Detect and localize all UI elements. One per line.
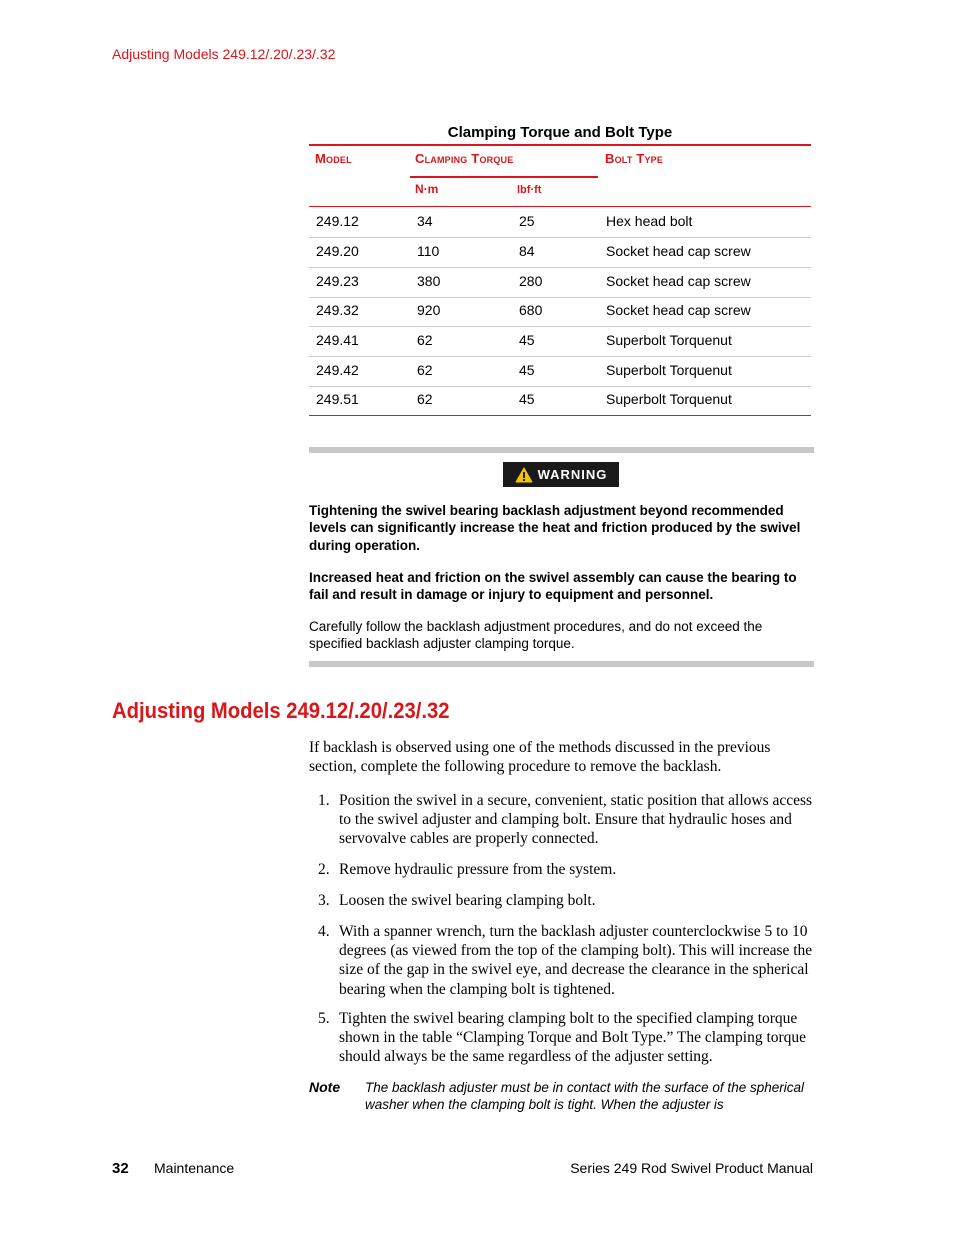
table-row [309,267,811,298]
warning-badge [503,462,619,487]
step-number: 4. [318,923,330,940]
table-row [309,385,811,416]
cell-bolt: Superbolt Torquenut [606,332,732,348]
footer-section-name: Maintenance [154,1160,235,1176]
warning-top-rule [309,447,814,453]
table-top-rule [309,144,811,146]
page-number: 32 [112,1160,129,1177]
cell-bolt: Superbolt Torquenut [606,362,732,378]
cell-lbf: 25 [519,213,535,229]
table-row [309,356,811,387]
cell-model: 249.41 [316,332,359,348]
warning-triangle-icon [515,467,533,483]
header-unit-nm: N·m [415,182,439,196]
torque-group-rule [410,176,598,178]
cell-bolt: Hex head bolt [606,213,693,229]
step-text: Tighten the swivel bearing clamping bolt to the specified clamping torque shown in the table “Clamping Torque and Bolt Type.” The clamping torque should always be the same regardless of the adjuster setting. [339,1010,807,1066]
cell-lbf: 280 [519,273,543,289]
cell-lbf: 45 [519,362,535,378]
warning-paragraph: Tightening the swivel bearing backlash adjustment beyond recommended levels can significantly increase the heat and friction produced by the swivel during operation. [309,503,801,553]
cell-model: 249.23 [316,273,359,289]
step-text: With a spanner wrench, turn the backlash adjuster counterclockwise 5 to 10 degrees (as viewed from the top of the clamping bolt). This will increase the size of the gap in the swivel eye, and decrease the clearance in the spherical bearing when the clamping bolt is tightened. [339,923,813,998]
table-row [309,237,811,268]
cell-bolt: Superbolt Torquenut [606,391,732,407]
warning-bottom-rule [309,661,814,667]
header-unit-lbf: lbf·ft [517,184,542,196]
running-header: Adjusting Models 249.12/.20/.23/.32 [112,46,336,62]
cell-nm: 62 [417,362,433,378]
note-label: Note [309,1079,341,1095]
note-text: The backlash adjuster must be in contact with the surface of the spherical washer when the clamping bolt is tight. When the adjuster is [365,1080,804,1113]
cell-nm: 62 [417,391,433,407]
table-row [309,296,811,327]
step-number: 3. [318,892,330,909]
step-number: 1. [318,792,330,809]
cell-bolt: Socket head cap screw [606,273,751,289]
step-number: 2. [318,861,330,878]
footer-manual-title: Series 249 Rod Swivel Product Manual [570,1160,813,1176]
cell-bolt: Socket head cap screw [606,243,751,259]
intro-paragraph: If backlash is observed using one of the methods discussed in the previous section, complete the following procedure to remove the backlash. [309,739,771,776]
cell-nm: 380 [417,273,441,289]
step-text: Position the swivel in a secure, convenient, static position that allows access to the swivel adjuster and clamping bolt. Ensure that hydraulic hoses and servovalve cables are properly connected. [339,792,813,848]
step-number: 5. [318,1010,330,1027]
cell-lbf: 680 [519,302,543,318]
cell-model: 249.51 [316,391,359,407]
cell-model: 249.12 [316,213,359,229]
warning-paragraph: Carefully follow the backlash adjustment procedures, and do not exceed the specified backlash adjuster clamping torque. [309,619,763,652]
cell-bolt: Socket head cap screw [606,302,751,318]
table-caption: Clamping Torque and Bolt Type [447,124,673,141]
warning-paragraph: Increased heat and friction on the swivel assembly can cause the bearing to fail and result in damage or injury to equipment and personnel. [309,570,797,603]
table-row [309,207,811,238]
header-bolt-type: Bolt Type [605,151,664,166]
cell-model: 249.20 [316,243,359,259]
cell-model: 249.42 [316,362,359,378]
cell-lbf: 45 [519,391,535,407]
cell-model: 249.32 [316,302,359,318]
table-row [309,326,811,357]
cell-nm: 110 [417,243,440,259]
header-model: Model [315,151,352,166]
section-title: Adjusting Models 249.12/.20/.23/.32 [112,698,450,723]
cell-lbf: 84 [519,243,535,259]
warning-label: WARNING [537,467,608,482]
cell-nm: 34 [417,213,433,229]
cell-nm: 62 [417,332,433,348]
cell-lbf: 45 [519,332,535,348]
cell-nm: 920 [417,302,441,318]
step-text: Remove hydraulic pressure from the system. [339,861,617,878]
step-text: Loosen the swivel bearing clamping bolt. [339,892,596,909]
header-clamping-torque: Clamping Torque [415,151,514,166]
